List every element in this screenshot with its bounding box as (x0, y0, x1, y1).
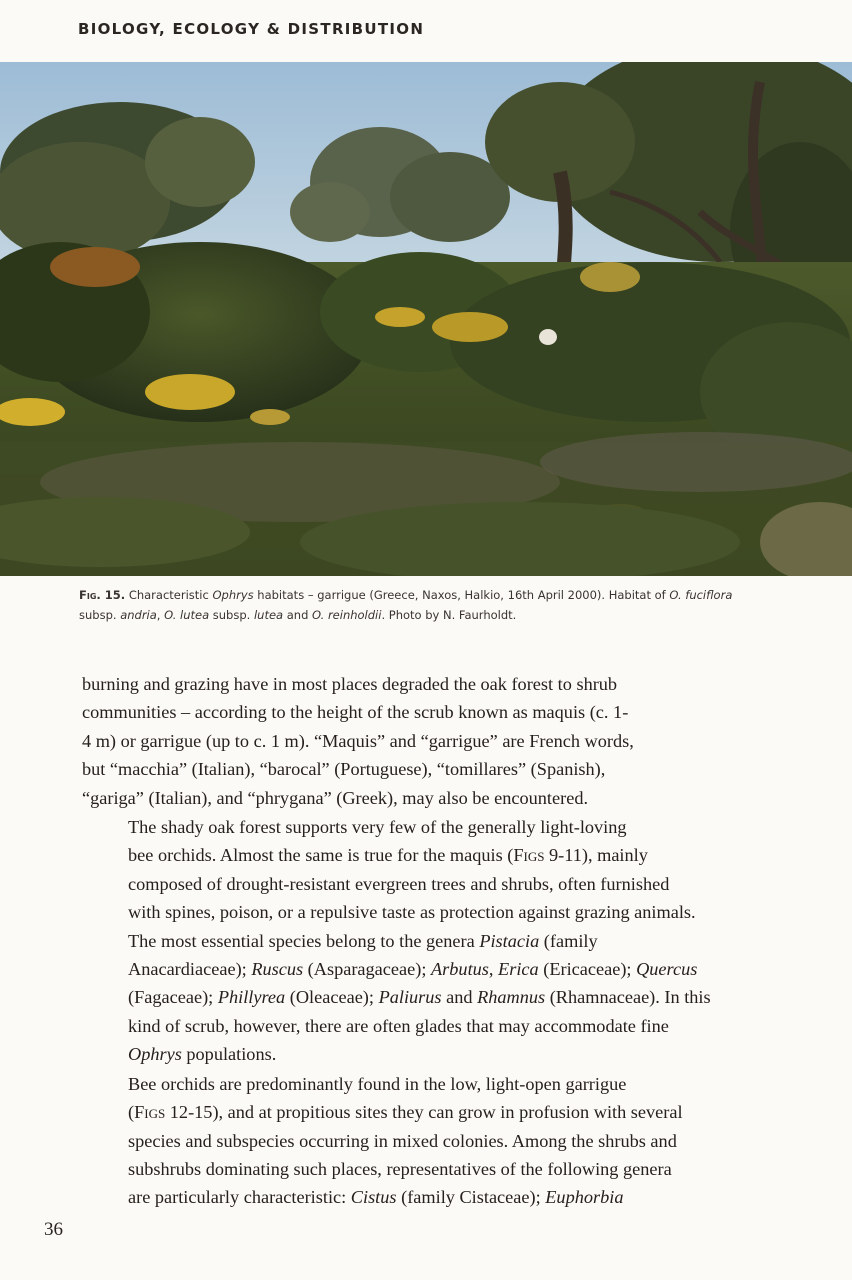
text-line: communities – according to the height of the scrub known as maquis (c. 1- (82, 702, 629, 723)
running-head: BIOLOGY, ECOLOGY & DISTRIBUTION (78, 20, 425, 38)
genus-name: Phillyrea (217, 987, 286, 1008)
caption-taxon: lutea (253, 608, 284, 622)
caption-text: Characteristic (128, 588, 213, 602)
text-run: bee orchids. Almost the same is true for the maquis ( (128, 845, 514, 866)
genus-name: Arbutus (431, 959, 489, 980)
text-run: , (488, 959, 499, 980)
body-text (82, 670, 834, 1212)
caption-text: , (156, 608, 165, 622)
genus-name: Ruscus (251, 959, 304, 980)
figure-reference: Figs (513, 845, 545, 866)
caption-text: subsp. (79, 608, 121, 622)
text-line (82, 841, 834, 869)
genus-name: Erica (498, 959, 539, 980)
genus-name: Paliurus (378, 987, 442, 1008)
text-line: 4 m) or garrigue (up to c. 1 m). “Maquis” and “garrigue” are French words, (82, 730, 634, 751)
caption-text: subsp. (209, 608, 254, 622)
caption-taxon: O. reinholdii (312, 608, 382, 622)
text-run: (Fagaceae); (128, 987, 218, 1008)
text-line: Bee orchids are predominantly found in the low, light-open garrigue (128, 1073, 627, 1094)
figure-caption (79, 585, 839, 625)
text-run: and (441, 987, 478, 1008)
caption-taxon: O. lutea (164, 608, 210, 622)
text-line: burning and grazing have in most places degraded the oak forest to shrub (82, 674, 618, 694)
text-run: Anacardiaceae); (128, 959, 252, 980)
genus-name: Ophrys (128, 1044, 182, 1065)
text-line: but “macchia” (Italian), “barocal” (Portuguese), “tomillares” (Spanish), (82, 759, 606, 780)
text-run: 12-15), and at propitious sites they can grow in profusion with several (165, 1102, 683, 1123)
text-line: composed of drought-resistant evergreen trees and shrubs, often furnished (128, 873, 670, 894)
text-line (82, 1040, 834, 1068)
garrigue-landscape-image (0, 62, 852, 576)
text-line (82, 983, 834, 1011)
text-run: 9-11), mainly (544, 845, 648, 866)
text-run: (family (539, 930, 598, 951)
text-run: (Rhamnaceae). In this (545, 987, 711, 1008)
caption-text: habitats – garrigue (Greece, Naxos, Halkio, 16th April 2000). Habitat of (253, 588, 670, 602)
genus-name: Pistacia (479, 930, 540, 951)
paragraph-1 (82, 670, 834, 812)
page-number: 36 (44, 1219, 63, 1240)
figure-number: Fig. 15. (79, 588, 126, 602)
text-run: (Asparagaceae); (303, 959, 431, 980)
text-line (82, 955, 834, 983)
text-run: are particularly characteristic: (128, 1187, 351, 1208)
text-line: kind of scrub, however, there are often glades that may accommodate fine (128, 1015, 669, 1036)
caption-taxon: O. fuciflora (669, 588, 733, 602)
text-run: (family Cistaceae); (396, 1187, 546, 1208)
caption-taxon: andria (120, 608, 157, 622)
genus-name: Quercus (636, 959, 698, 980)
text-line (82, 927, 834, 955)
text-run: populations. (181, 1044, 277, 1065)
paragraph-2 (82, 813, 834, 1069)
genus-name: Rhamnus (477, 987, 546, 1008)
caption-text: and (283, 608, 313, 622)
text-line: species and subspecies occurring in mixed colonies. Among the shrubs and (128, 1130, 677, 1151)
text-line (82, 1183, 834, 1211)
text-line (82, 1098, 834, 1126)
text-line: The shady oak forest supports very few of the generally light-loving (128, 817, 627, 838)
genus-name: Euphorbia (545, 1187, 624, 1208)
text-run: (Oleaceae); (285, 987, 379, 1008)
text-line: with spines, poison, or a repulsive taste as protection against grazing animals. (128, 902, 696, 923)
paragraph-3 (82, 1070, 834, 1212)
caption-text: . Photo by N. Faurholdt. (381, 608, 517, 622)
figure-reference: Figs (134, 1102, 166, 1123)
genus-name: Cistus (350, 1187, 397, 1208)
text-line: subshrubs dominating such places, representatives of the following genera (128, 1158, 672, 1179)
caption-genus: Ophrys (212, 588, 254, 602)
text-run: ( (128, 1102, 135, 1123)
text-run: (Ericaceae); (538, 959, 637, 980)
habitat-photo (0, 62, 852, 576)
text-line: “gariga” (Italian), and “phrygana” (Greek), may also be encountered. (82, 787, 589, 808)
text-run: The most essential species belong to the genera (128, 930, 480, 951)
